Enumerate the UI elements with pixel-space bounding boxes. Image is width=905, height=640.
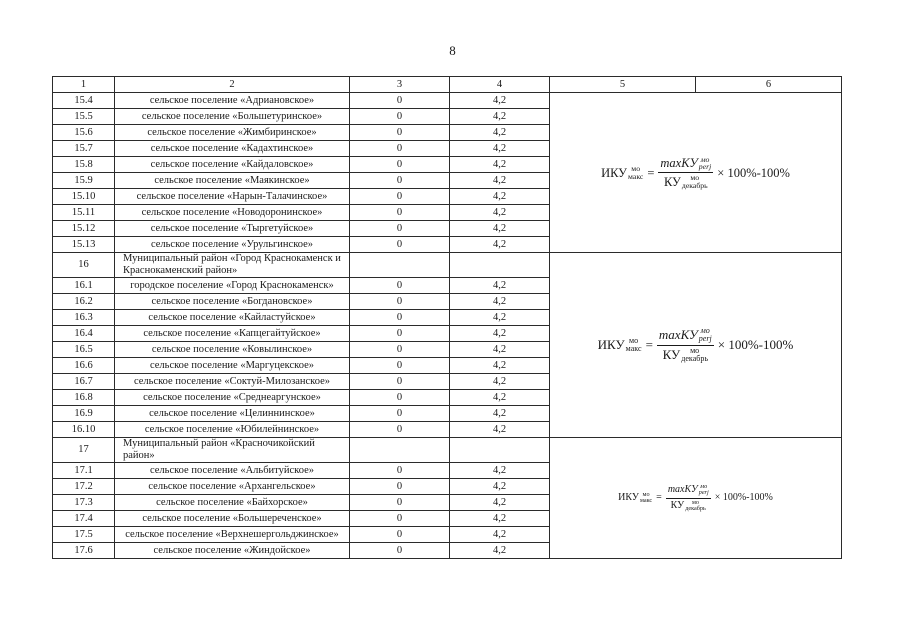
row-name: сельское поселение «Капцегайтуйское» <box>115 326 350 342</box>
row-col3: 0 <box>350 205 450 221</box>
formula <box>601 156 790 190</box>
row-col3: 0 <box>350 93 450 109</box>
formula-den-sup: мо <box>692 498 700 506</box>
row-name: сельское поселение «Соктуй-Милозанское» <box>115 374 350 390</box>
row-col4: 4,2 <box>450 157 550 173</box>
row-col4: 4,2 <box>450 173 550 189</box>
formula-equals: = <box>645 337 653 352</box>
formula-numerator: maxКУ <box>660 156 698 171</box>
row-number: 17.1 <box>53 463 115 479</box>
row-col4: 4,2 <box>450 278 550 294</box>
formula-numerator: maxКУ <box>658 327 698 343</box>
formula-cell <box>550 438 842 559</box>
row-col4: 4,2 <box>450 463 550 479</box>
row-number: 16.10 <box>53 422 115 438</box>
row-col3: 0 <box>350 358 450 374</box>
row-name: сельское поселение «Богдановское» <box>115 294 350 310</box>
row-col4 <box>450 253 550 278</box>
row-name: сельское поселение «Целиннинское» <box>115 406 350 422</box>
row-col3: 0 <box>350 157 450 173</box>
formula-denominator: КУ <box>662 346 681 362</box>
row-name: сельское поселение «Адриановское» <box>115 93 350 109</box>
row-number: 16.5 <box>53 342 115 358</box>
row-col3: 0 <box>350 342 450 358</box>
row-number: 16.7 <box>53 374 115 390</box>
row-col4: 4,2 <box>450 109 550 125</box>
table-row <box>53 93 842 109</box>
row-number: 15.6 <box>53 125 115 141</box>
row-number: 15.13 <box>53 237 115 253</box>
formula-num-sub: perj <box>698 334 712 344</box>
row-name: Муниципальный район «Красночикойский район» <box>115 438 350 463</box>
row-col3: 0 <box>350 374 450 390</box>
row-col4: 4,2 <box>450 511 550 527</box>
row-name: сельское поселение «Верхнешергольджинское» <box>115 527 350 543</box>
row-col3: 0 <box>350 109 450 125</box>
formula-equals: = <box>647 165 655 180</box>
formula-fraction <box>657 327 714 362</box>
row-col4: 4,2 <box>450 310 550 326</box>
row-number: 15.9 <box>53 173 115 189</box>
row-col4: 4,2 <box>450 422 550 438</box>
col-header-2: 2 <box>115 77 350 93</box>
row-number: 15.12 <box>53 221 115 237</box>
row-number: 17.2 <box>53 479 115 495</box>
row-number: 17.6 <box>53 543 115 559</box>
row-col3: 0 <box>350 390 450 406</box>
row-col4: 4,2 <box>450 543 550 559</box>
row-col4: 4,2 <box>450 495 550 511</box>
row-number: 16.3 <box>53 310 115 326</box>
row-col3: 0 <box>350 422 450 438</box>
row-col3: 0 <box>350 237 450 253</box>
row-col4: 4,2 <box>450 527 550 543</box>
col-header-4: 4 <box>450 77 550 93</box>
row-number: 16 <box>53 253 115 278</box>
col-header-1: 1 <box>53 77 115 93</box>
row-name: сельское поселение «Большетуринское» <box>115 109 350 125</box>
row-number: 15.4 <box>53 93 115 109</box>
row-col3: 0 <box>350 221 450 237</box>
row-col3: 0 <box>350 189 450 205</box>
row-col3: 0 <box>350 543 450 559</box>
row-number: 15.5 <box>53 109 115 125</box>
row-name: сельское поселение «Альбитуйское» <box>115 463 350 479</box>
row-col4 <box>450 438 550 463</box>
formula-lhs-sub: макс <box>639 497 653 504</box>
formula-fraction <box>658 156 713 190</box>
formula-den-sub: декабрь <box>685 504 706 512</box>
formula-lhs: ИКУ <box>618 492 639 503</box>
row-name: сельское поселение «Юбилейнинское» <box>115 422 350 438</box>
formula-num-sub: perj <box>698 489 709 497</box>
formula-num-sub: perj <box>698 162 712 172</box>
row-number: 16.9 <box>53 406 115 422</box>
row-number: 17.3 <box>53 495 115 511</box>
formula-denominator: КУ <box>663 174 681 189</box>
page-number: 8 <box>449 43 456 58</box>
row-col3 <box>350 253 450 278</box>
row-col4: 4,2 <box>450 189 550 205</box>
row-name: сельское поселение «Архангельское» <box>115 479 350 495</box>
table-row <box>53 253 842 278</box>
row-name: Муниципальный район «Город Краснокаменск и Краснокаменский район» <box>115 253 350 278</box>
table-row <box>53 438 842 463</box>
formula-fraction <box>666 484 711 512</box>
formula-lhs: ИКУ <box>601 165 628 180</box>
row-col3: 0 <box>350 406 450 422</box>
row-name: сельское поселение «Байхорское» <box>115 495 350 511</box>
row-number: 16.6 <box>53 358 115 374</box>
formula-tail: × 100%-100% <box>717 337 794 352</box>
row-col4: 4,2 <box>450 205 550 221</box>
row-col4: 4,2 <box>450 342 550 358</box>
formula-num-sup: мо <box>700 326 710 336</box>
row-col4: 4,2 <box>450 93 550 109</box>
formula-tail: × 100%-100% <box>714 492 773 503</box>
row-col3: 0 <box>350 173 450 189</box>
row-col3: 0 <box>350 495 450 511</box>
row-col3: 0 <box>350 511 450 527</box>
row-name: сельское поселение «Новодоронинское» <box>115 205 350 221</box>
formula-den-sup: мо <box>690 173 700 182</box>
row-col3: 0 <box>350 479 450 495</box>
row-col3: 0 <box>350 527 450 543</box>
row-col4: 4,2 <box>450 141 550 157</box>
col-header-3: 3 <box>350 77 450 93</box>
row-col3: 0 <box>350 125 450 141</box>
header-row <box>53 77 842 93</box>
row-number: 15.7 <box>53 141 115 157</box>
row-name: сельское поселение «Урульгинское» <box>115 237 350 253</box>
row-name: сельское поселение «Среднеаргунское» <box>115 390 350 406</box>
row-number: 15.11 <box>53 205 115 221</box>
row-name: сельское поселение «Кайластуйское» <box>115 310 350 326</box>
formula-lhs: ИКУ <box>597 337 625 352</box>
formula-num-sup: мо <box>700 483 708 491</box>
formula-den-sup: мо <box>690 345 700 355</box>
row-name: сельское поселение «Жиндойское» <box>115 543 350 559</box>
row-col4: 4,2 <box>450 221 550 237</box>
row-name: сельское поселение «Тыргетуйское» <box>115 221 350 237</box>
row-col3: 0 <box>350 463 450 479</box>
tariff-table <box>52 76 842 559</box>
row-col4: 4,2 <box>450 237 550 253</box>
col-header-6: 6 <box>696 77 842 93</box>
formula <box>618 484 773 512</box>
row-col3: 0 <box>350 278 450 294</box>
row-col3: 0 <box>350 326 450 342</box>
formula-numerator: maxКУ <box>667 484 698 496</box>
formula-lhs-sup: мо <box>629 335 639 345</box>
row-col4: 4,2 <box>450 479 550 495</box>
row-col3: 0 <box>350 141 450 157</box>
row-number: 16.2 <box>53 294 115 310</box>
row-name: сельское поселение «Маякинское» <box>115 173 350 189</box>
formula <box>598 327 794 362</box>
row-name: сельское поселение «Кадахтинское» <box>115 141 350 157</box>
formula-denominator: КУ <box>670 499 685 511</box>
row-col3: 0 <box>350 294 450 310</box>
row-number: 17.5 <box>53 527 115 543</box>
row-number: 17 <box>53 438 115 463</box>
formula-lhs-sup: мо <box>631 163 641 173</box>
formula-tail: × 100%-100% <box>717 165 790 180</box>
row-col4: 4,2 <box>450 358 550 374</box>
row-number: 15.10 <box>53 189 115 205</box>
formula-lhs-sup: мо <box>642 490 650 498</box>
row-name: городское поселение «Город Краснокаменск» <box>115 278 350 294</box>
formula-cell <box>550 93 842 253</box>
row-col3: 0 <box>350 310 450 326</box>
row-number: 16.8 <box>53 390 115 406</box>
row-col3 <box>350 438 450 463</box>
row-number: 16.1 <box>53 278 115 294</box>
formula-cell <box>550 253 842 438</box>
row-col4: 4,2 <box>450 374 550 390</box>
row-name: сельское поселение «Маргуцекское» <box>115 358 350 374</box>
row-number: 17.4 <box>53 511 115 527</box>
formula-lhs-sub: макс <box>628 171 644 181</box>
row-name: сельское поселение «Нарын-Талачинское» <box>115 189 350 205</box>
formula-den-sub: декабрь <box>681 180 708 190</box>
row-number: 16.4 <box>53 326 115 342</box>
row-name: сельское поселение «Ковылинское» <box>115 342 350 358</box>
formula-den-sub: декабрь <box>681 353 709 363</box>
row-name: сельское поселение «Большереченское» <box>115 511 350 527</box>
row-name: сельское поселение «Кайдаловское» <box>115 157 350 173</box>
formula-lhs-sub: макс <box>625 344 642 353</box>
row-number: 15.8 <box>53 157 115 173</box>
col-header-5: 5 <box>550 77 696 93</box>
row-col4: 4,2 <box>450 125 550 141</box>
row-col4: 4,2 <box>450 294 550 310</box>
row-col4: 4,2 <box>450 390 550 406</box>
formula-equals: = <box>656 492 662 503</box>
formula-num-sup: мо <box>700 154 710 164</box>
row-col4: 4,2 <box>450 406 550 422</box>
row-name: сельское поселение «Жимбиринское» <box>115 125 350 141</box>
row-col4: 4,2 <box>450 326 550 342</box>
